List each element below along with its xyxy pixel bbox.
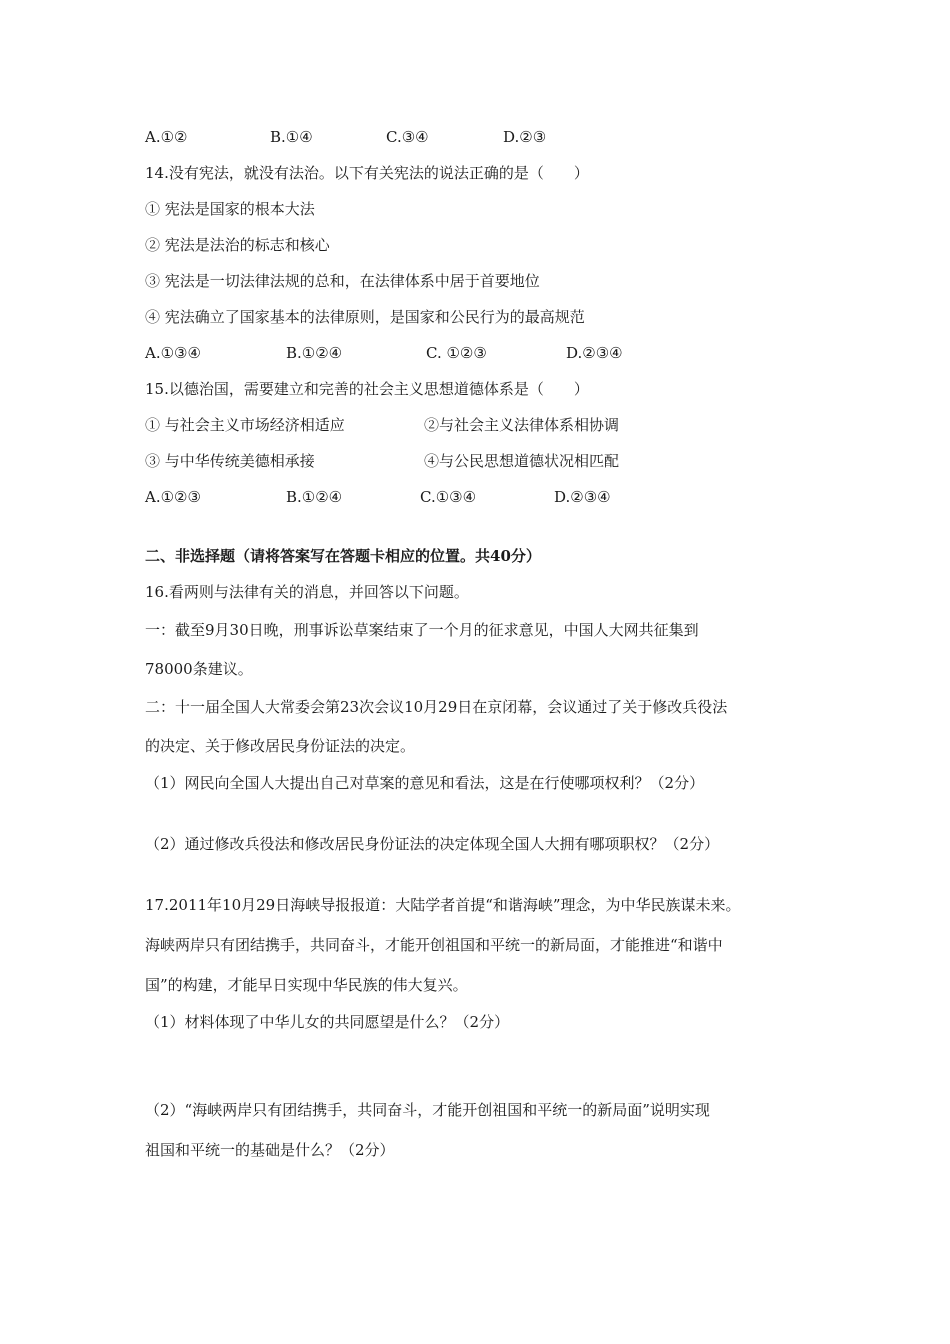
q15-option-c: C.①③④ [420, 488, 477, 506]
q13-option-c: C.③④ [386, 128, 429, 146]
q14-option-a: A.①③④ [145, 344, 201, 362]
q16-subquestion-2: （2）通过修改兵役法和修改居民身份证法的决定体现全国人大拥有哪项职权？（2分） [145, 835, 720, 853]
q17-material-line3: 国”的构建，才能早日实现中华民族的伟大复兴。 [145, 976, 468, 994]
q13-option-a: A.①② [145, 128, 188, 146]
q16-subquestion-1: （1）网民向全国人大提出自己对草案的意见和看法，这是在行使哪项权利？（2分） [145, 774, 705, 792]
q14-item-2: ② 宪法是法治的标志和核心 [145, 236, 330, 254]
q14-option-b: B.①②④ [286, 344, 343, 362]
q15-item-3: ③ 与中华传统美德相承接 [145, 452, 315, 470]
q15-item-2: ②与社会主义法律体系相协调 [424, 416, 620, 434]
q16-stem: 16.看两则与法律有关的消息，并回答以下问题。 [145, 583, 469, 601]
q14-item-3: ③ 宪法是一切法律法规的总和，在法律体系中居于首要地位 [145, 272, 540, 290]
q14-option-c: C. ①②③ [426, 344, 487, 362]
q17-subquestion-2-line1: （2）“海峡两岸只有团结携手，共同奋斗，才能开创祖国和平统一的新局面”说明实现 [145, 1101, 710, 1119]
section-heading: 二、非选择题（请将答案写在答题卡相应的位置。共40分） [145, 547, 541, 565]
q15-stem: 15.以德治国，需要建立和完善的社会主义思想道德体系是（ ） [145, 380, 589, 398]
q15-option-d: D.②③④ [554, 488, 611, 506]
q16-news2-line2: 的决定、关于修改居民身份证法的决定。 [145, 737, 416, 755]
q17-subquestion-2-line2: 祖国和平统一的基础是什么？（2分） [145, 1141, 395, 1159]
q15-item-4: ④与公民思想道德状况相匹配 [424, 452, 620, 470]
q17-material-line1: 17.2011年10月29日海峡导报报道：大陆学者首提“和谐海峡”理念，为中华民族谋未来。 [145, 896, 741, 914]
q15-option-b: B.①②④ [286, 488, 343, 506]
q15-option-a: A.①②③ [145, 488, 201, 506]
q14-option-d: D.②③④ [566, 344, 623, 362]
q13-option-b: B.①④ [270, 128, 313, 146]
q14-item-4: ④ 宪法确立了国家基本的法律原则，是国家和公民行为的最高规范 [145, 308, 585, 326]
q15-item-1: ① 与社会主义市场经济相适应 [145, 416, 345, 434]
q13-option-d: D.②③ [503, 128, 547, 146]
q14-item-1: ① 宪法是国家的根本大法 [145, 200, 315, 218]
q17-subquestion-1: （1）材料体现了中华儿女的共同愿望是什么？（2分） [145, 1013, 510, 1031]
q17-material-line2: 海峡两岸只有团结携手，共同奋斗，才能开创祖国和平统一的新局面，才能推进“和谐中 [145, 936, 723, 954]
q16-news2-line1: 二：十一届全国人大常委会第23次会议10月29日在京闭幕，会议通过了关于修改兵役法 [145, 698, 728, 716]
q16-news1-line2: 78000条建议。 [145, 660, 253, 678]
q14-stem: 14.没有宪法，就没有法治。以下有关宪法的说法正确的是（ ） [145, 164, 589, 182]
q16-news1-line1: 一：截至9月30日晚，刑事诉讼草案结束了一个月的征求意见，中国人大网共征集到 [145, 621, 699, 639]
